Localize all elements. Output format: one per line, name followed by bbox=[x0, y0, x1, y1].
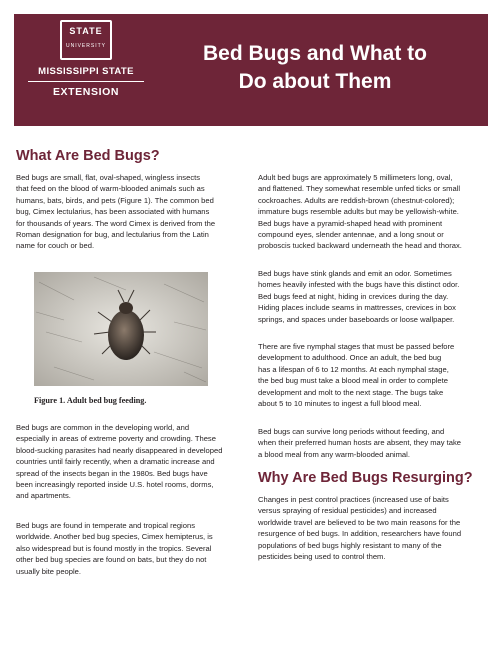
logo-state-text: STATE bbox=[69, 26, 103, 36]
title-line-2: Do about Them bbox=[238, 70, 392, 93]
text-line: Bed bugs feed at night, hiding in crevices during the day. bbox=[258, 291, 449, 301]
msu-extension-logo bbox=[22, 20, 150, 98]
text-line: and apartments. bbox=[16, 491, 71, 501]
text-line: bug, Cimex lectularius, has been associated with humans bbox=[16, 207, 210, 217]
paragraph-habits bbox=[258, 268, 459, 325]
text-line: Roman designation for bug, and lectularius from the Latin bbox=[16, 230, 209, 240]
page-title bbox=[180, 40, 450, 96]
logo-divider bbox=[28, 81, 144, 82]
text-line: when their preferred human hosts are absent, they may take bbox=[258, 438, 462, 448]
text-line: for thousands of years. The word Cimex is derived from the bbox=[16, 218, 216, 228]
text-line: and flattened. They somewhat resemble unfed ticks or small bbox=[258, 184, 461, 194]
text-line: Bed bugs have stink glands and emit an odor. Sometimes bbox=[258, 269, 452, 278]
section-heading-why: Why Are Bed Bugs Resurging? bbox=[258, 470, 473, 486]
text-line: been increasingly reported inside U.S. hotel rooms, dorms, bbox=[16, 480, 214, 490]
text-line: Bed bugs can survive long periods without feeding, and bbox=[258, 427, 445, 436]
text-line: versus spraying of residual pesticides) and increased bbox=[258, 506, 437, 516]
text-line: spread of the insects began in the 1980s. Bed bugs have bbox=[16, 468, 208, 478]
text-line: name for couch or bed. bbox=[16, 241, 95, 251]
text-line: Hiding places include seams in mattresses, crevices in box bbox=[258, 303, 456, 313]
text-line: populations of bed bugs highly resistant to many of the bbox=[258, 540, 442, 550]
shield-emblem-icon bbox=[60, 20, 112, 60]
text-line: pesticides being used to control them. bbox=[258, 552, 386, 562]
text-line: humans, bats, birds, and pets (Figure 1). The common bed bbox=[16, 195, 214, 205]
text-line: worldwide travel are believed to be two main reasons for the bbox=[258, 517, 461, 527]
text-line: Bed bugs are found in temperate and tropical regions bbox=[16, 521, 195, 530]
logo-name: MISSISSIPPI STATE bbox=[38, 66, 134, 77]
text-line: homes heavily infested with the bugs have this distinct odor. bbox=[258, 280, 460, 290]
text-line: development and molt to the next stage. The bugs take bbox=[258, 387, 444, 397]
paragraph-distribution bbox=[16, 520, 213, 577]
text-line: Changes in pest control practices (increased use of baits bbox=[258, 495, 449, 504]
text-line: the bed bug must take a blood meal in order to complete bbox=[258, 376, 448, 386]
paragraph-prevalence bbox=[16, 422, 222, 502]
text-line: about 5 to 10 minutes to ingest a full blood meal. bbox=[258, 399, 422, 409]
text-line: has a lifespan of 6 to 12 months. At each nymphal stage, bbox=[258, 364, 449, 374]
text-line: a blood meal from any warm-blooded animal. bbox=[258, 449, 410, 459]
text-line: compound eyes, slender antennae, and a long snout or bbox=[258, 230, 444, 240]
text-line: cockroaches. Adults are reddish-brown (chestnut-colored); bbox=[258, 195, 455, 205]
text-line: countries until fairly recently, when a dramatic increase and bbox=[16, 457, 215, 467]
text-line: worldwide. Another bed bug species, Cimex hemipterus, is bbox=[16, 532, 213, 542]
text-line: Adult bed bugs are approximately 5 millimeters long, oval, bbox=[258, 173, 453, 182]
text-line: Bed bugs are common in the developing world, and bbox=[16, 423, 190, 432]
bed-bug-photo bbox=[34, 272, 208, 386]
text-line: Bed bugs have a pyramid-shaped head with prominent bbox=[258, 218, 443, 228]
text-line: especially in areas of extreme poverty and crowding. These bbox=[16, 434, 216, 444]
text-line: resurgence of bed bugs. In addition, researchers have found bbox=[258, 529, 462, 539]
logo-university-text: UNIVERSITY bbox=[65, 43, 106, 49]
text-line: Bed bugs are small, flat, oval-shaped, wingless insects bbox=[16, 173, 201, 182]
paragraph-lifecycle bbox=[258, 341, 454, 409]
text-line: springs, and spaces under baseboards or loose wallpaper. bbox=[258, 314, 455, 324]
text-line: other bed bug species are found on bats, but they do not bbox=[16, 555, 207, 565]
figure-caption: Figure 1. Adult bed bug feeding. bbox=[34, 396, 147, 405]
text-line: There are five nymphal stages that must be passed before bbox=[258, 342, 455, 351]
section-heading-what: What Are Bed Bugs? bbox=[16, 148, 160, 164]
text-line: immature bugs resemble adults but may be yellowish-white. bbox=[258, 207, 459, 217]
logo-extension: EXTENSION bbox=[52, 86, 120, 98]
paragraph-survival bbox=[258, 426, 461, 460]
text-line: that feed on the blood of warm-blooded animals such as bbox=[16, 184, 205, 194]
text-line: also widespread but is found mostly in the tropics. Several bbox=[16, 543, 212, 553]
paragraph-intro bbox=[16, 172, 215, 252]
text-line: blood-sucking parasites had nearly disappeared in developed bbox=[16, 445, 223, 455]
text-line: proboscis tucked backward underneath the head and thorax. bbox=[258, 241, 462, 251]
paragraph-appearance bbox=[258, 172, 462, 252]
bed-bug-image bbox=[34, 272, 208, 386]
title-line-1: Bed Bugs and What to bbox=[203, 42, 427, 65]
text-line: usually bite people. bbox=[16, 566, 82, 576]
paragraph-resurgence bbox=[258, 494, 461, 562]
text-line: development to adulthood. Once an adult, the bed bug bbox=[258, 353, 442, 363]
